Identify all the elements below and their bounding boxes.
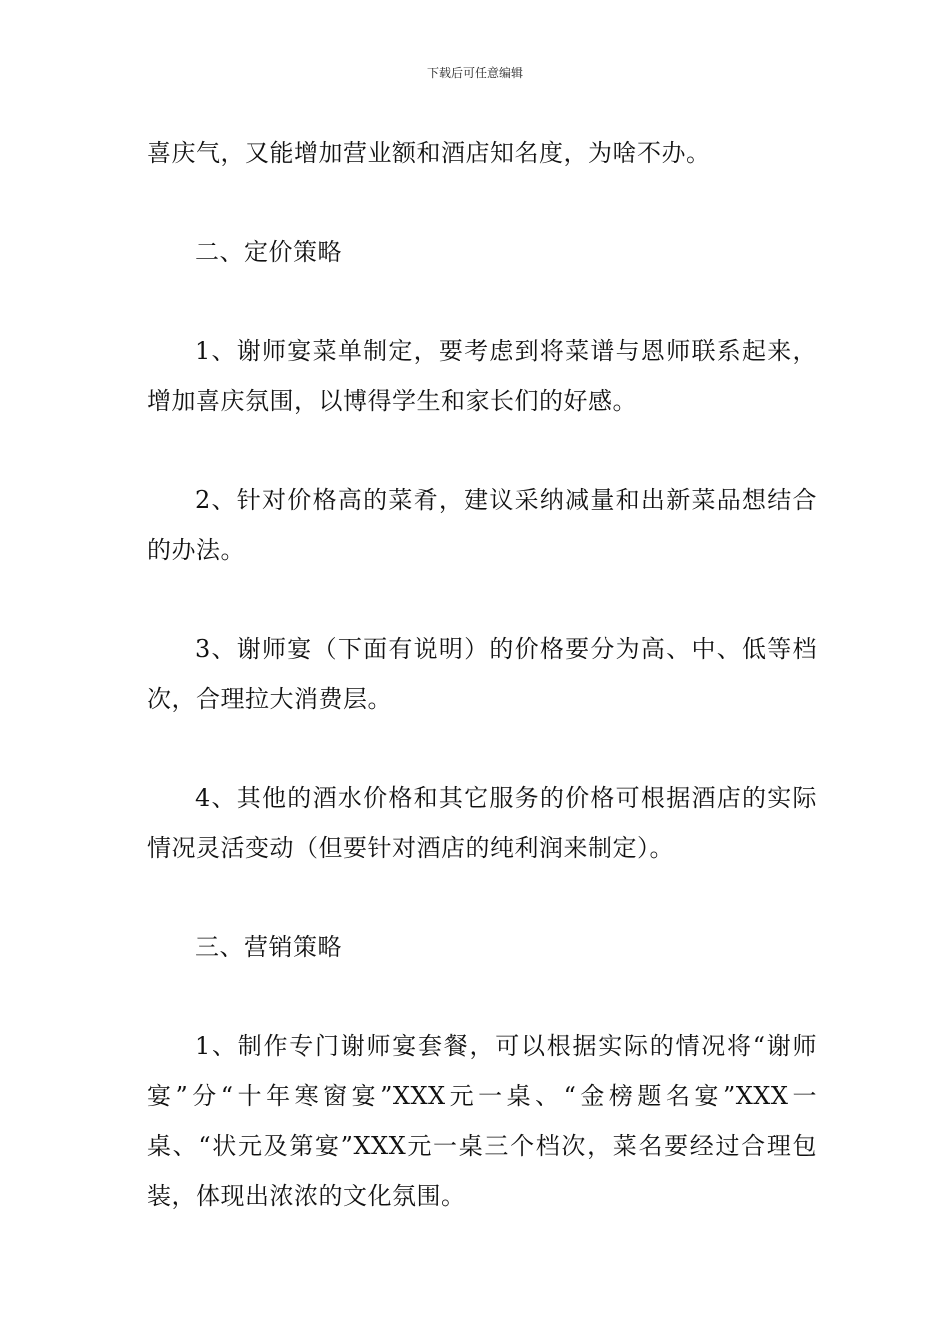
paragraph-pricing-4: 4、其他的酒水价格和其它服务的价格可根据酒店的实际情况灵活变动（但要针对酒店的纯利润来制定）。 — [147, 784, 817, 862]
section-heading-pricing: 二、定价策略 — [195, 238, 342, 266]
paragraph-marketing-1: 1、制作专门谢师宴套餐，可以根据实际的情况将“谢师宴”分“十年寒窗宴”XXX元一桌、“金榜题名宴”XXX一桌、“状元及第宴”XXX元一桌三个档次，菜名要经过合理包装，体现出浓浓的文化氛围。 — [147, 1032, 817, 1210]
paragraph-continuation: 喜庆气，又能增加营业额和酒店知名度，为啥不办。 — [147, 139, 711, 167]
paragraph-pricing-2: 2、针对价格高的菜肴，建议采纳减量和出新菜品想结合的办法。 — [147, 486, 817, 564]
document-body — [147, 128, 817, 1270]
section-heading-marketing: 三、营销策略 — [195, 933, 342, 961]
page-header: 下载后可任意编辑 — [426, 66, 523, 80]
paragraph-pricing-3: 3、谢师宴（下面有说明）的价格要分为高、中、低等档次，合理拉大消费层。 — [147, 635, 817, 713]
paragraph-pricing-1: 1、谢师宴菜单制定，要考虑到将菜谱与恩师联系起来，增加喜庆氛围，以博得学生和家长们的好感。 — [147, 337, 817, 415]
